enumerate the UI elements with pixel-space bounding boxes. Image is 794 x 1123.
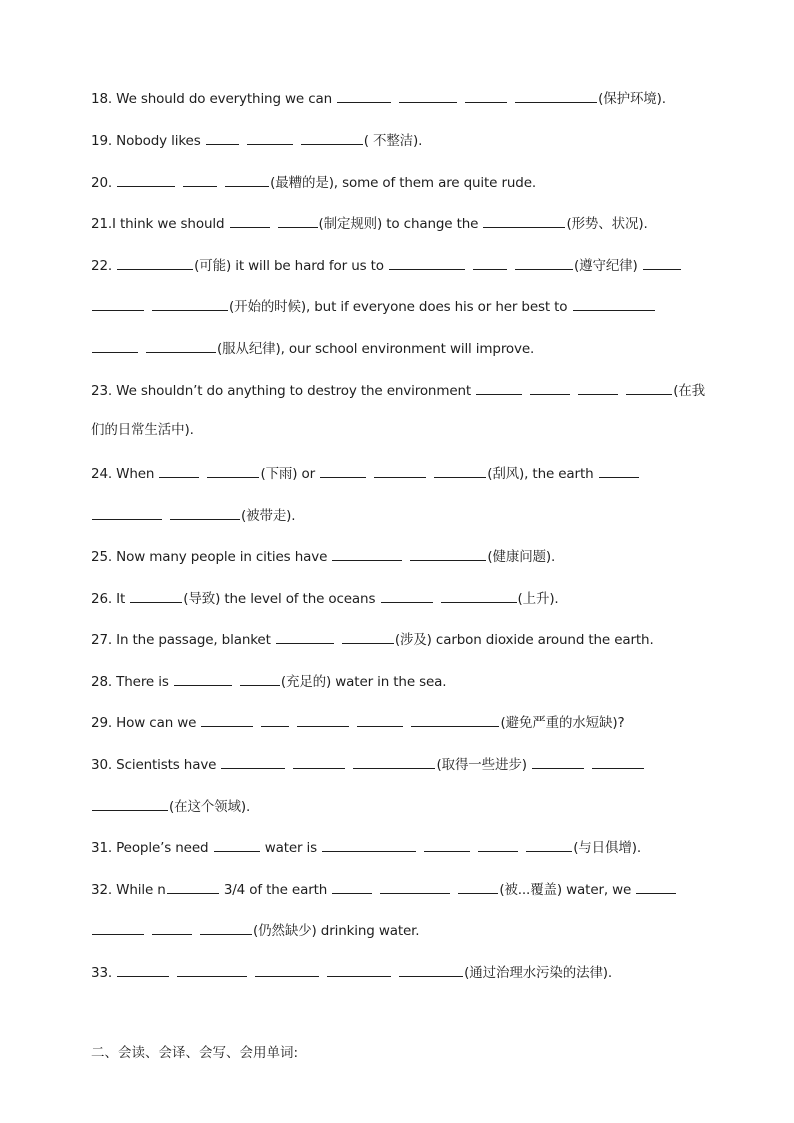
exercise-line: (被带走). [91, 505, 295, 525]
exercise-line: 23. We shouldn’t do anything to destroy the environment (在我 [91, 380, 705, 400]
answer-blank[interactable] [221, 754, 285, 769]
answer-blank[interactable] [458, 879, 498, 894]
answer-blank[interactable] [515, 255, 573, 270]
answer-blank[interactable] [532, 754, 584, 769]
answer-blank[interactable] [170, 505, 240, 520]
answer-blank[interactable] [465, 88, 507, 103]
answer-blank[interactable] [636, 879, 676, 894]
answer-blank[interactable] [293, 754, 345, 769]
answer-blank[interactable] [117, 962, 169, 977]
exercise-line: (服从纪律), our school environment will improve. [91, 338, 534, 358]
answer-blank[interactable] [230, 213, 270, 228]
answer-blank[interactable] [92, 796, 168, 811]
answer-blank[interactable] [342, 629, 394, 644]
answer-blank[interactable] [92, 505, 162, 520]
answer-blank[interactable] [225, 172, 269, 187]
exercise-line: 30. Scientists have (取得一些进步) [91, 754, 645, 774]
section-heading: 二、会读、会译、会写、会用单词: [91, 1045, 299, 1061]
exercise-line: 18. We should do everything we can (保护环境). [91, 88, 666, 108]
answer-blank[interactable] [92, 296, 144, 311]
answer-blank[interactable] [332, 879, 372, 894]
exercise-line: 33. (通过治理水污染的法律). [91, 962, 612, 982]
exercise-line: 26. It (导致) the level of the oceans (上升). [91, 588, 559, 608]
answer-blank[interactable] [117, 255, 193, 270]
answer-blank[interactable] [152, 296, 228, 311]
answer-blank[interactable] [357, 712, 403, 727]
answer-blank[interactable] [473, 255, 507, 270]
exercise-line: 24. When (下雨) or (刮风), the earth [91, 463, 640, 483]
answer-blank[interactable] [117, 172, 175, 187]
answer-blank[interactable] [483, 213, 565, 228]
answer-blank[interactable] [530, 380, 570, 395]
exercise-line: 32. While n 3/4 of the earth (被...覆盖) water, we [91, 879, 677, 899]
answer-blank[interactable] [353, 754, 435, 769]
answer-blank[interactable] [200, 920, 252, 935]
answer-blank[interactable] [515, 88, 597, 103]
answer-blank[interactable] [261, 712, 289, 727]
answer-blank[interactable] [476, 380, 522, 395]
answer-blank[interactable] [240, 671, 280, 686]
answer-blank[interactable] [207, 463, 259, 478]
answer-blank[interactable] [478, 837, 518, 852]
answer-blank[interactable] [327, 962, 391, 977]
answer-blank[interactable] [278, 213, 318, 228]
exercise-line: 22. (可能) it will be hard for us to (遵守纪律) [91, 255, 682, 275]
answer-blank[interactable] [146, 338, 216, 353]
answer-blank[interactable] [374, 463, 426, 478]
answer-blank[interactable] [174, 671, 232, 686]
exercise-line: 29. How can we (避免严重的水短缺)? [91, 712, 625, 732]
answer-blank[interactable] [389, 255, 465, 270]
exercise-line: 21.I think we should (制定规则) to change the (形势、状况). [91, 213, 648, 233]
answer-blank[interactable] [247, 130, 293, 145]
exercise-line: 27. In the passage, blanket (涉及) carbon dioxide around the earth. [91, 629, 654, 649]
answer-blank[interactable] [599, 463, 639, 478]
answer-blank[interactable] [276, 629, 334, 644]
answer-blank[interactable] [626, 380, 672, 395]
answer-blank[interactable] [214, 837, 260, 852]
answer-blank[interactable] [381, 588, 433, 603]
answer-blank[interactable] [167, 879, 219, 894]
answer-blank[interactable] [320, 463, 366, 478]
answer-blank[interactable] [424, 837, 470, 852]
exercise-line: (在这个领域). [91, 796, 250, 816]
answer-blank[interactable] [92, 920, 144, 935]
exercise-line: 19. Nobody likes ( 不整洁). [91, 130, 422, 150]
answer-blank[interactable] [399, 88, 457, 103]
exercise-line: (开始的时候), but if everyone does his or her best to [91, 296, 656, 316]
exercise-line: (仍然缺少) drinking water. [91, 920, 419, 940]
answer-blank[interactable] [206, 130, 239, 145]
exercise-line: 28. There is (充足的) water in the sea. [91, 671, 446, 691]
answer-blank[interactable] [159, 463, 199, 478]
answer-blank[interactable] [526, 837, 572, 852]
answer-blank[interactable] [297, 712, 349, 727]
answer-blank[interactable] [592, 754, 644, 769]
answer-blank[interactable] [578, 380, 618, 395]
answer-blank[interactable] [130, 588, 182, 603]
answer-blank[interactable] [183, 172, 217, 187]
answer-blank[interactable] [441, 588, 517, 603]
answer-blank[interactable] [380, 879, 450, 894]
exercise-line: 31. People’s need water is (与日俱增). [91, 837, 641, 857]
answer-blank[interactable] [399, 962, 463, 977]
answer-blank[interactable] [411, 712, 499, 727]
exercise-line: 25. Now many people in cities have (健康问题). [91, 546, 555, 566]
answer-blank[interactable] [92, 338, 138, 353]
answer-blank[interactable] [434, 463, 486, 478]
exercise-line: 们的日常生活中). [91, 422, 194, 438]
answer-blank[interactable] [301, 130, 363, 145]
answer-blank[interactable] [152, 920, 192, 935]
answer-blank[interactable] [322, 837, 416, 852]
answer-blank[interactable] [410, 546, 486, 561]
answer-blank[interactable] [337, 88, 391, 103]
answer-blank[interactable] [573, 296, 655, 311]
answer-blank[interactable] [177, 962, 247, 977]
answer-blank[interactable] [332, 546, 402, 561]
answer-blank[interactable] [201, 712, 253, 727]
exercise-line: 20. (最糟的是), some of them are quite rude. [91, 172, 536, 192]
answer-blank[interactable] [255, 962, 319, 977]
answer-blank[interactable] [643, 255, 681, 270]
